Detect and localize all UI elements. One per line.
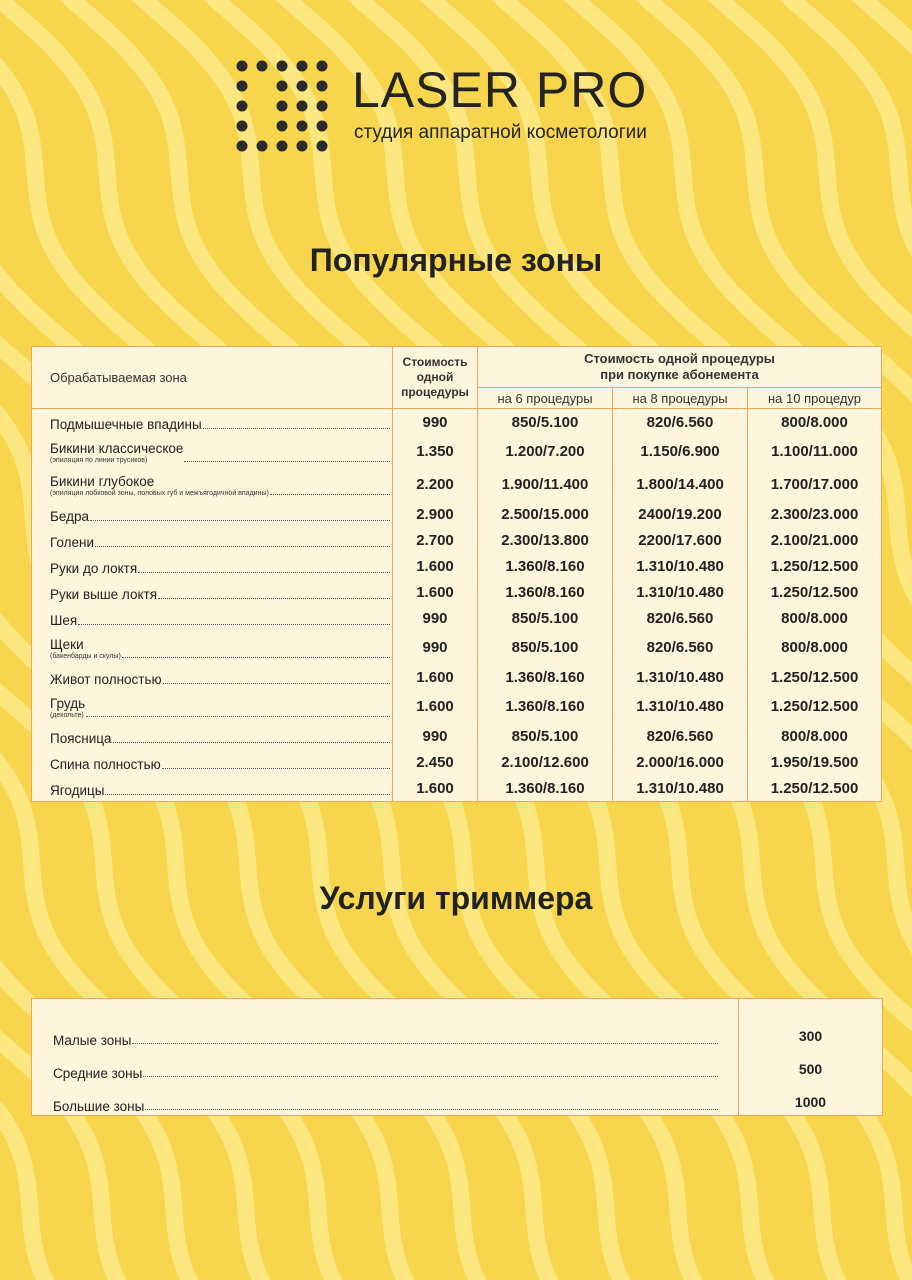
dot-leader	[270, 494, 390, 495]
price-6: 1.360/8.160	[478, 690, 613, 723]
zone-name: Грудь	[50, 696, 86, 711]
trimmer-zone-name: Большие зоны	[53, 1099, 145, 1114]
zone-name: Живот полностью	[50, 672, 162, 687]
trimmer-row	[53, 1081, 718, 1114]
brand-tagline: студия аппаратной косметологии	[354, 122, 647, 143]
price-6: 1.360/8.160	[478, 664, 613, 690]
price-8: 1.310/10.480	[613, 553, 748, 579]
price-6: 2.500/15.000	[478, 501, 613, 527]
header-subscription-price: Стоимость одной процедуры при покупке абонемента	[478, 347, 882, 388]
price-single: 1.600	[393, 775, 478, 802]
price-8: 820/6.560	[613, 631, 748, 664]
price-10: 800/8.000	[748, 409, 882, 436]
price-single: 1.600	[393, 553, 478, 579]
price-6: 1.360/8.160	[478, 553, 613, 579]
dot-leader	[184, 461, 390, 462]
price-10: 1.250/12.500	[748, 775, 882, 802]
price-6: 1.360/8.160	[478, 775, 613, 802]
dot-leader	[162, 768, 390, 769]
dot-leader	[90, 520, 390, 521]
price-6: 2.300/13.800	[478, 527, 613, 553]
header-8-procedures: на 8 процедуры	[613, 388, 748, 409]
zone-name: Спина полностью	[50, 757, 161, 772]
table-row	[32, 664, 882, 690]
table-row	[32, 775, 882, 802]
trimmer-price: 300	[798, 1028, 823, 1044]
zone-name: Поясница	[50, 731, 112, 746]
trimmer-title: Услуги триммера	[319, 880, 593, 916]
header-zone: Обрабатываемая зона	[32, 347, 393, 409]
price-8: 820/6.560	[613, 409, 748, 436]
price-8: 1.800/14.400	[613, 468, 748, 501]
price-single: 990	[393, 723, 478, 749]
zone-cell	[32, 749, 393, 775]
dot-leader	[145, 1109, 718, 1110]
price-single: 1.600	[393, 690, 478, 723]
price-10: 2.300/23.000	[748, 501, 882, 527]
price-8: 1.310/10.480	[613, 690, 748, 723]
table-row	[32, 409, 882, 436]
table-row	[32, 631, 882, 664]
price-10: 800/8.000	[748, 723, 882, 749]
price-6: 850/5.100	[478, 605, 613, 631]
zone-note: (бакенбарды и скулы)	[50, 653, 121, 660]
price-6: 1.360/8.160	[478, 579, 613, 605]
price-single: 990	[393, 605, 478, 631]
zone-cell	[32, 775, 393, 802]
zone-name: Руки до локтя	[50, 561, 138, 576]
table-row	[32, 501, 882, 527]
dot-leader	[158, 598, 390, 599]
header-10-procedures: на 10 процедур	[748, 388, 882, 409]
price-10: 800/8.000	[748, 605, 882, 631]
table-row	[32, 749, 882, 775]
price-8: 820/6.560	[613, 605, 748, 631]
table-row	[32, 723, 882, 749]
table-row	[32, 690, 882, 723]
trimmer-row	[53, 1048, 718, 1081]
trimmer-prices-column	[738, 999, 882, 1115]
price-10: 800/8.000	[748, 631, 882, 664]
zone-cell	[32, 435, 393, 468]
brand-name: LASER PRO	[352, 62, 648, 118]
zone-name: Подмышечные впадины	[50, 417, 202, 432]
zone-note: (декольте)	[50, 712, 84, 719]
price-single: 990	[393, 409, 478, 436]
zone-cell	[32, 605, 393, 631]
price-single: 1.600	[393, 579, 478, 605]
price-single: 2.700	[393, 527, 478, 553]
price-10: 1.700/17.000	[748, 468, 882, 501]
dot-leader	[122, 657, 390, 658]
trimmer-table	[31, 998, 883, 1116]
zone-name: Шея	[50, 613, 78, 628]
header-6-procedures: на 6 процедуры	[478, 388, 613, 409]
table-row	[32, 553, 882, 579]
zone-cell	[32, 527, 393, 553]
price-single: 1.600	[393, 664, 478, 690]
trimmer-zones-column	[32, 999, 738, 1115]
dot-leader	[132, 1043, 718, 1044]
zone-name: Бикини глубокое	[50, 474, 155, 489]
price-10: 2.100/21.000	[748, 527, 882, 553]
price-6: 850/5.100	[478, 409, 613, 436]
zone-cell	[32, 468, 393, 501]
zone-cell	[32, 690, 393, 723]
dot-leader	[95, 546, 390, 547]
zone-name: Щеки	[50, 637, 84, 652]
zone-cell	[32, 553, 393, 579]
zone-cell	[32, 501, 393, 527]
table-row	[32, 579, 882, 605]
price-10: 1.100/11.000	[748, 435, 882, 468]
price-10: 1.250/12.500	[748, 579, 882, 605]
zone-cell	[32, 664, 393, 690]
trimmer-price: 1000	[794, 1094, 827, 1110]
price-8: 1.310/10.480	[613, 664, 748, 690]
dot-leader	[105, 794, 390, 795]
price-6: 1.900/11.400	[478, 468, 613, 501]
zone-cell	[32, 723, 393, 749]
price-6: 2.100/12.600	[478, 749, 613, 775]
zone-name: Бикини классическое	[50, 441, 184, 456]
price-8: 2400/19.200	[613, 501, 748, 527]
dot-leader	[86, 716, 390, 717]
price-10: 1.250/12.500	[748, 664, 882, 690]
price-8: 2200/17.600	[613, 527, 748, 553]
trimmer-price: 500	[798, 1061, 823, 1077]
dot-leader	[143, 1076, 718, 1077]
price-8: 1.310/10.480	[613, 579, 748, 605]
table-row	[32, 468, 882, 501]
price-6: 850/5.100	[478, 631, 613, 664]
price-8: 2.000/16.000	[613, 749, 748, 775]
price-8: 1.150/6.900	[613, 435, 748, 468]
zone-cell	[32, 631, 393, 664]
zone-note: (эпиляция лобковой зоны, половых губ и межъягодичной впадины)	[50, 490, 269, 497]
dot-leader	[138, 572, 390, 573]
price-single: 1.350	[393, 435, 478, 468]
zone-cell	[32, 579, 393, 605]
table-row	[32, 605, 882, 631]
price-single: 2.900	[393, 501, 478, 527]
price-table	[31, 346, 882, 802]
header-single-price: Стоимость одной процедуры	[393, 347, 478, 409]
price-single: 2.450	[393, 749, 478, 775]
popular-zones-title: Популярные зоны	[309, 242, 603, 278]
price-8: 1.310/10.480	[613, 775, 748, 802]
trimmer-row	[53, 1015, 718, 1048]
dot-leader	[163, 683, 390, 684]
table-row	[32, 527, 882, 553]
price-10: 1.950/19.500	[748, 749, 882, 775]
zone-cell	[32, 409, 393, 436]
zone-name: Руки выше локтя	[50, 587, 158, 602]
logo	[232, 56, 692, 156]
dot-leader	[78, 624, 390, 625]
trimmer-zone-name: Малые зоны	[53, 1033, 132, 1048]
zone-note: (эпиляция по линии трусиков)	[50, 457, 148, 464]
price-8: 820/6.560	[613, 723, 748, 749]
zone-name: Голени	[50, 535, 95, 550]
price-10: 1.250/12.500	[748, 553, 882, 579]
dot-leader	[113, 742, 390, 743]
zone-name: Бедра	[50, 509, 89, 524]
dot-leader	[203, 428, 390, 429]
price-10: 1.250/12.500	[748, 690, 882, 723]
price-6: 850/5.100	[478, 723, 613, 749]
dot-grid-logo-icon	[232, 56, 332, 156]
trimmer-zone-name: Средние зоны	[53, 1066, 143, 1081]
table-row	[32, 435, 882, 468]
price-single: 2.200	[393, 468, 478, 501]
price-6: 1.200/7.200	[478, 435, 613, 468]
zone-name: Ягодицы	[50, 783, 105, 798]
price-single: 990	[393, 631, 478, 664]
